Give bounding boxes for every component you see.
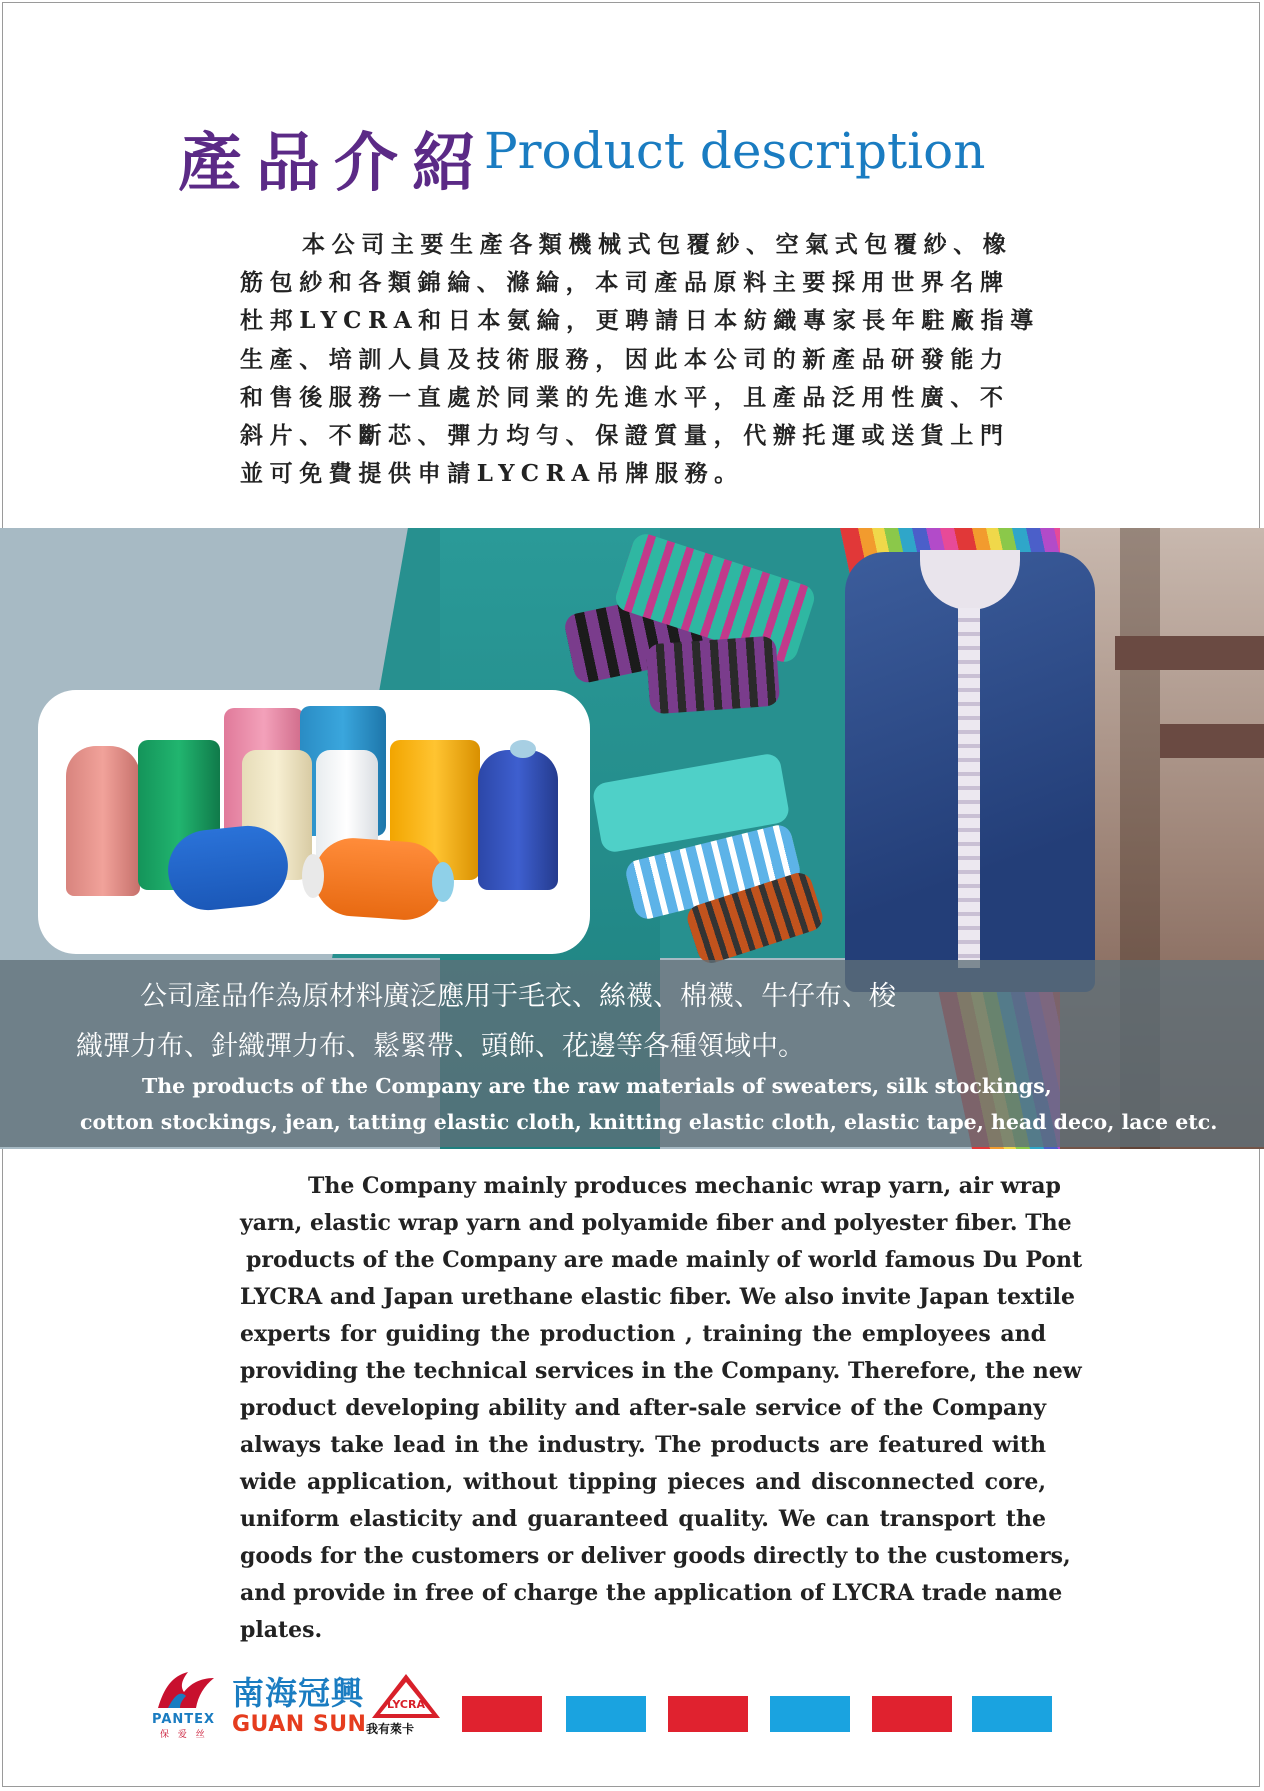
cone-cap <box>432 862 454 902</box>
cone-cap <box>302 854 324 898</box>
body-line: wide application, without tipping pieces and disconnected core, <box>240 1469 1046 1495</box>
body-line: and provide in free of charge the application of LYCRA trade name <box>240 1580 1063 1606</box>
stocking-band <box>1115 636 1264 670</box>
body-line: always take lead in the industry. The products are featured with <box>240 1432 1046 1458</box>
pantex-label: PANTEX <box>152 1712 216 1727</box>
body-line: LYCRA and Japan urethane elastic fiber. We also invite Japan textile <box>240 1284 1075 1310</box>
color-block-blue <box>770 1696 850 1732</box>
body-line: providing the technical services in the Company. Therefore, the new <box>240 1358 1082 1384</box>
body-line: goods for the customers or deliver goods directly to the customers, <box>240 1543 1071 1569</box>
yarn-cones-photo <box>38 690 590 954</box>
pantex-sub-label: 保 爱 丝 <box>160 1730 208 1740</box>
intro-paragraph-zh <box>240 226 1046 493</box>
stocking-band <box>1160 724 1264 758</box>
pantex-logo-icon <box>154 1668 216 1712</box>
color-block-red <box>872 1696 952 1732</box>
body-line: The Company mainly produces mechanic wrap yarn, air wrap <box>308 1173 1061 1199</box>
body-paragraph-en <box>240 1168 1083 1649</box>
yarn-cone <box>311 836 446 923</box>
page-title-zh: 產品介紹 <box>178 126 490 201</box>
intro-line: 杜邦LYCRA和日本氨綸，更聘請日本紡織專家長年駐廠指導 <box>240 307 1040 335</box>
caption-zh-line: 公司產品作為原材料廣泛應用于毛衣、絲襪、棉襪、牛仔布、梭 <box>140 981 896 1012</box>
intro-line: 本公司主要生產各類機械式包覆紗、空氣式包覆紗、橡 <box>302 231 1013 258</box>
blouse-lace <box>958 608 980 968</box>
color-block-red <box>668 1696 748 1732</box>
brand-name-en: GUAN SUN <box>232 1712 367 1737</box>
body-line: products of the Company are made mainly of world famous Du Pont <box>246 1247 1083 1273</box>
caption-en-line: cotton stockings, jean, tatting elastic cloth, knitting elastic cloth, elastic tape, head deco, lace etc. <box>80 1110 1218 1134</box>
body-line: uniform elasticity and guaranteed quality. We can transport the <box>240 1506 1046 1532</box>
yarn-cone <box>66 746 140 896</box>
page-title-en: Product description <box>484 122 986 180</box>
intro-line: 並可免費提供申請LYCRA吊牌服務。 <box>240 460 744 488</box>
body-line: product developing ability and after-sale service of the Company <box>240 1395 1046 1421</box>
color-block-red <box>462 1696 542 1732</box>
intro-line: 和售後服務一直處於同業的先進水平，且產品泛用性廣、不 <box>240 383 1010 411</box>
color-block-blue <box>566 1696 646 1732</box>
caption-zh-line: 織彈力布、針織彈力布、鬆緊帶、頭飾、花邊等各種領域中。 <box>76 1031 805 1062</box>
body-line: experts for guiding the production , training the employees and <box>240 1321 1046 1347</box>
body-line: yarn, elastic wrap yarn and polyamide fiber and polyester fiber. The <box>240 1210 1072 1236</box>
lycra-sub-label: 我有萊卡 <box>366 1722 415 1736</box>
yarn-cone <box>478 750 558 890</box>
body-line: plates. <box>240 1617 323 1643</box>
intro-line: 生產、培訓人員及技術服務，因此本公司的新產品研發能力 <box>240 345 1010 373</box>
intro-line: 斜片、不斷芯、彈力均勻、保證質量，代辦托運或送貨上門 <box>240 421 1010 449</box>
brand-name-zh: 南海冠興 <box>232 1674 365 1712</box>
striped-sock-photo <box>646 636 781 715</box>
intro-line: 筋包紗和各類錦綸、滌綸，本司產品原料主要採用世界名牌 <box>240 269 1010 297</box>
caption-en-line: The products of the Company are the raw materials of sweaters, silk stockings, <box>142 1074 1052 1098</box>
cone-cap <box>510 740 536 758</box>
color-block-blue <box>972 1696 1052 1732</box>
lycra-logo-text: LYCRA <box>387 1698 425 1711</box>
lycra-logo-icon <box>370 1672 442 1720</box>
